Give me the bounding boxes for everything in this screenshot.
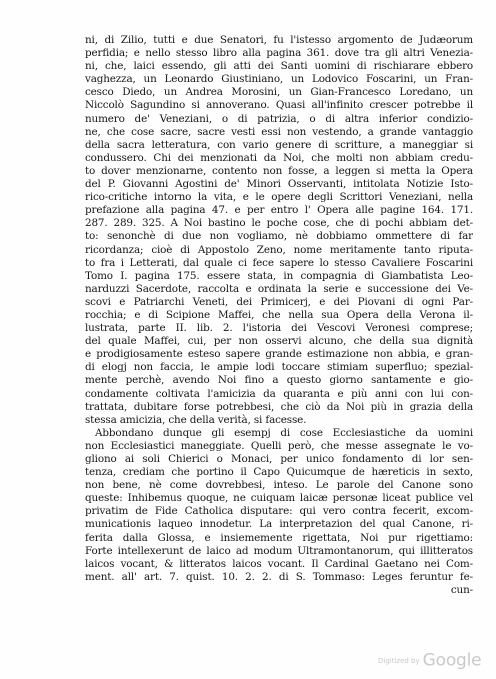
text-line: queste: Inhibemus quoque, ne cuiquam laicæ personæ liceat publice vel	[85, 492, 473, 505]
catchword: cun-	[450, 583, 473, 596]
text-line: ni, che, laici essendo, gli atti dei Santi uomini di rischiarare ebbero	[85, 60, 473, 73]
text-line: trattata, dubitare forse potrebbesi, che ciò da Noi più in grazia della	[85, 400, 473, 413]
text-line: Niccolò Sagundino si annoverano. Quasi all'infinito crescer potrebbe il	[85, 99, 473, 112]
text-line: cesco Diedo, un Andrea Morosini, un Gian-Francesco Loredano, un	[85, 86, 473, 99]
text-line: laicos vocant, & litteratos laicos vocant. Il Cardinal Gaetano nei Com-	[85, 557, 473, 570]
text-line: tenza, crediam che portino il Capo Quicumque de hæreticis in sexto,	[85, 466, 473, 479]
text-line: lustrata, parte II. lib. 2. l'istoria dei Vescovi Veronesi comprese;	[85, 322, 473, 335]
text-line: Tomo I. pagina 175. essere stata, in compagnia di Giambatista Leo-	[85, 269, 473, 282]
text-line: della sacra letteratura, con vario genere di scritture, a maneggiar si	[85, 138, 473, 151]
text-line: Forte intellexerunt de laico ad modum Ultramontanorum, qui illitteratos	[85, 544, 473, 557]
text-line: prefazione alla pagina 47. e per entro l' Opera alle pagine 164. 171.	[85, 204, 473, 217]
text-line: del quale Maffei, cui, per non osservi alcuno, che della sua dignità	[85, 335, 473, 348]
text-line: ni, di Zilio, tutti e due Senatori, fu l'istesso argomento de Judæorum	[85, 34, 473, 46]
text-line: rocchia; e di Scipione Maffei, che nella sua Opera della Verona il-	[85, 308, 473, 321]
text-line: narduzzi Sacerdote, raccolta e ordinata la serie e successione dei Ve-	[85, 282, 473, 295]
text-line: mente perchè, avendo Noi fino a questo giorno santamente e gio-	[85, 374, 473, 387]
body-text	[85, 34, 473, 597]
text-line: ferita dalla Glossa, e insiememente rigettata, Noi pur rigettiamo:	[85, 531, 473, 544]
text-line: ne, che cose sacre, sacre vesti essi non vestendo, a grande vantaggio	[85, 125, 473, 138]
text-line: ment. all' art. 7. quist. 10. 2. 2. di S. Tommaso: Leges feruntur fe-	[85, 570, 473, 583]
text-line: e prodigiosamente esteso sapere grande estimazione non abbia, e gran-	[85, 348, 473, 361]
google-logo: Google	[422, 650, 482, 671]
text-line: privatim de Fide Catholica disputare: qui vero contra fecerit, excom-	[85, 505, 473, 518]
text-line: non Ecclesiastici maneggiate. Quelli però, che messe assegnate le vo-	[85, 439, 473, 452]
text-line: vaghezza, un Leonardo Giustiniano, un Lodovico Foscarini, un Fran-	[85, 73, 473, 86]
text-line: non bene, nè come dovrebbesi, inteso. Le parole del Canone sono	[85, 479, 473, 492]
text-line: perfidia; e nello stesso libro alla pagina 361. dove tra gli altri Venezia-	[85, 47, 473, 60]
google-watermark	[378, 650, 481, 671]
text-line: 287. 289. 325. A Noi bastino le poche cose, che di pochi abbiam det-	[85, 217, 473, 230]
text-line: ricordanza; cioè di Appostolo Zeno, nome meritamente tanto riputa-	[85, 243, 473, 256]
text-line: to: senonchè di due non vogliamo, nè dobbiamo ommettere di far	[85, 230, 473, 243]
text-line: numero de' Veneziani, o di patrizia, o di altra inferior condizio-	[85, 112, 473, 125]
text-line: scovi e Patriarchi Veneti, dei Primicerj, e dei Piovani di ogni Par-	[85, 295, 473, 308]
text-line: del P. Giovanni Agostini de' Minori Osservanti, intitolata Notizie Isto-	[85, 178, 473, 191]
watermark-prefix: Digitized by	[378, 656, 420, 665]
text-line: condamente coltivata l'amicizia da quaranta e più anni con lui con-	[85, 387, 473, 400]
text-line: stessa amicizia, che della verità, si facesse.	[85, 413, 307, 426]
text-line: Abbondano dunque gli esempj di cose Ecclesiastiche da uomini	[95, 426, 473, 439]
text-line: gliono ai soli Chierici o Monaci, per unico fondamento di lor sen-	[85, 453, 473, 465]
text-line: di elogj non faccia, le ampie lodi toccare stimiam superfluo; spezial-	[85, 361, 473, 374]
text-line: municationis laqueo innodetur. La interpretazion del qual Canone, ri-	[85, 518, 473, 531]
text-line: condussero. Chi dei menzionati da Noi, che molti non abbiam credu-	[85, 151, 473, 164]
text-line: rico-critiche intorno la vita, e le opere degli Scrittori Veneziani, nella	[85, 191, 473, 204]
text-line: to fra i Letterati, dal quale ci fece sapere lo stesso Cavaliere Foscarini	[85, 256, 473, 269]
text-line: to dover menzionarne, contento non fosse, a leggen si metta la Opera	[85, 164, 473, 177]
